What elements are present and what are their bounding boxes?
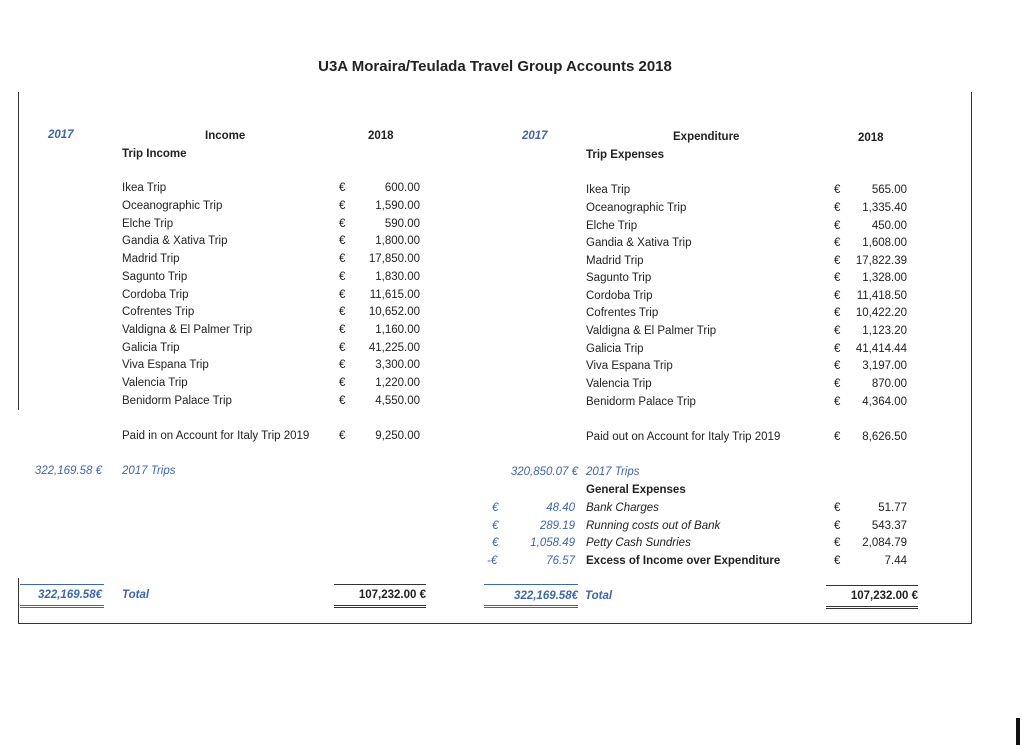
expenditure-trip-name: Viva Espana Trip [586, 360, 673, 372]
expenditure-prev-trips-amount: 320,850.07 € [510, 466, 578, 478]
income-trip-name: Viva Espana Trip [122, 359, 209, 371]
income-trip-name: Ikea Trip [122, 182, 167, 194]
income-account-label: Paid in on Account for Italy Trip 2019 [122, 430, 310, 442]
excess-currency: € [834, 555, 841, 567]
expenditure-account-currency: € [834, 431, 841, 443]
expenditure-total-rule [826, 585, 918, 586]
income-trip-name: Valdigna & El Palmer Trip [122, 324, 253, 336]
expenditure-trip-name: Valencia Trip [586, 378, 652, 390]
income-trip-name: Cofrentes Trip [122, 306, 195, 318]
income-total-underline [334, 605, 426, 606]
general-expense-name: Bank Charges [586, 502, 659, 514]
income-prev-year-header: 2017 [48, 129, 74, 141]
expenditure-prev-total-underline-2 [484, 607, 578, 608]
expenditure-currency: € [834, 307, 841, 319]
expenditure-amount: 565.00 [871, 184, 907, 196]
expenditure-account-label: Paid out on Account for Italy Trip 2019 [586, 431, 781, 443]
income-amount: 600.00 [384, 182, 420, 194]
income-cur-year-header: 2018 [368, 130, 394, 142]
income-amount: 1,220.00 [375, 377, 420, 389]
expenditure-amount: 1,608.00 [862, 237, 907, 249]
income-trip-name: Elche Trip [122, 218, 174, 230]
general-prev-amount: 289.19 [539, 520, 575, 532]
general-prev-currency: € [492, 537, 499, 549]
excess-label: Excess of Income over Expenditure [586, 555, 781, 567]
expenditure-total-label: Total [585, 590, 613, 602]
general-amount: 2,084.79 [862, 537, 907, 549]
left-border-bottom [18, 578, 19, 624]
income-prev-trips-amount: 322,169.58 € [34, 465, 102, 477]
general-expense-name: Running costs out of Bank [586, 520, 721, 532]
income-header: Income [205, 130, 246, 142]
expenditure-prev-total: 322,169.58€ [514, 590, 578, 602]
income-account-currency: € [339, 430, 346, 442]
expenditure-trip-name: Valdigna & El Palmer Trip [586, 325, 717, 337]
income-amount: 1,830.00 [375, 271, 420, 283]
income-trip-name: Madrid Trip [122, 253, 180, 265]
expenditure-currency: € [834, 237, 841, 249]
income-amount: 10,652.00 [368, 306, 420, 318]
general-prev-currency: € [492, 502, 499, 514]
general-prev-amount: 1,058.49 [530, 537, 575, 549]
expenditure-currency: € [834, 220, 841, 232]
income-amount: 17,850.00 [368, 253, 420, 265]
income-currency: € [339, 200, 346, 212]
expenditure-currency: € [834, 202, 841, 214]
income-total: 107,232.00 € [358, 589, 426, 601]
income-currency: € [339, 271, 346, 283]
expenditure-account-amount: 8,626.50 [862, 431, 907, 443]
expenditure-prev-trips-label: 2017 Trips [586, 466, 640, 478]
expenditure-trip-name: Oceanographic Trip [586, 202, 687, 214]
expenditure-currency: € [834, 360, 841, 372]
expenditure-currency: € [834, 184, 841, 196]
expenditure-total: 107,232.00 € [850, 590, 918, 602]
income-amount: 4,550.00 [375, 395, 420, 407]
expenditure-amount: 3,197.00 [862, 360, 907, 372]
general-currency: € [834, 537, 841, 549]
expenditure-amount: 1,328.00 [862, 272, 907, 284]
income-total-rule [334, 584, 426, 585]
expenditure-amount: 41,414.44 [855, 343, 907, 355]
expenditure-currency: € [834, 343, 841, 355]
expenditure-amount: 1,335.40 [862, 202, 907, 214]
income-prev-total: 322,169.58€ [38, 589, 102, 601]
expenditure-amount: 4,364.00 [862, 396, 907, 408]
expenditure-amount: 870.00 [871, 378, 907, 390]
income-prev-trips-label: 2017 Trips [122, 465, 176, 477]
trip-income-heading: Trip Income [122, 148, 187, 160]
expenditure-trip-name: Cofrentes Trip [586, 307, 659, 319]
income-trip-name: Cordoba Trip [122, 289, 189, 301]
expenditure-currency: € [834, 255, 841, 267]
excess-prev-amount: 76.57 [546, 555, 575, 567]
left-border [18, 92, 19, 410]
expenditure-prev-total-rule [484, 584, 578, 585]
income-amount: 11,615.00 [369, 289, 420, 301]
income-amount: 1,800.00 [375, 235, 420, 247]
general-expenses-heading: General Expenses [586, 484, 686, 496]
income-currency: € [339, 253, 346, 265]
expenditure-trip-name: Galicia Trip [586, 343, 644, 355]
income-currency: € [339, 359, 346, 371]
income-total-label: Total [122, 589, 150, 601]
income-amount: 1,160.00 [375, 324, 420, 336]
general-expense-name: Petty Cash Sundries [586, 537, 691, 549]
expenditure-amount: 11,418.50 [856, 290, 907, 302]
expenditure-trip-name: Benidorm Palace Trip [586, 396, 696, 408]
income-trip-name: Oceanographic Trip [122, 200, 223, 212]
income-currency: € [339, 377, 346, 389]
expenditure-prev-year-header: 2017 [522, 130, 548, 142]
excess-prev-currency: -€ [487, 555, 498, 567]
expenditure-trip-name: Sagunto Trip [586, 272, 652, 284]
general-currency: € [834, 520, 841, 532]
expenditure-total-underline-2 [826, 608, 918, 609]
expenditure-amount: 10,422.20 [855, 307, 907, 319]
expenditure-amount: 17,822.39 [855, 255, 907, 267]
income-trip-name: Gandia & Xativa Trip [122, 235, 228, 247]
income-trip-name: Benidorm Palace Trip [122, 395, 232, 407]
page-title: U3A Moraira/Teulada Travel Group Accounts 2018 [318, 58, 672, 75]
expenditure-header: Expenditure [673, 131, 740, 143]
expenditure-cur-year-header: 2018 [858, 132, 884, 144]
income-trip-name: Valencia Trip [122, 377, 188, 389]
expenditure-currency: € [834, 272, 841, 284]
general-prev-amount: 48.40 [546, 502, 575, 514]
expenditure-amount: 1,123.20 [862, 325, 907, 337]
expenditure-trip-name: Gandia & Xativa Trip [586, 237, 692, 249]
income-currency: € [339, 289, 346, 301]
income-total-underline-2 [334, 607, 426, 608]
income-amount: 1,590.00 [375, 200, 420, 212]
income-prev-total-underline-2 [20, 607, 104, 608]
income-account-amount: 9,250.00 [375, 430, 420, 442]
expenditure-trip-name: Ikea Trip [586, 184, 631, 196]
income-amount: 3,300.00 [375, 359, 420, 371]
expenditure-currency: € [834, 378, 841, 390]
expenditure-amount: 450.00 [871, 220, 907, 232]
general-currency: € [834, 502, 841, 514]
expenditure-total-underline [826, 606, 918, 607]
trip-expenses-heading: Trip Expenses [586, 149, 664, 161]
income-currency: € [339, 395, 346, 407]
expenditure-trip-name: Cordoba Trip [586, 290, 653, 302]
income-trip-name: Galicia Trip [122, 342, 180, 354]
expenditure-currency: € [834, 290, 841, 302]
income-currency: € [339, 235, 346, 247]
expenditure-trip-name: Elche Trip [586, 220, 638, 232]
excess-amount: 7.44 [884, 555, 907, 567]
expenditure-trip-name: Madrid Trip [586, 255, 644, 267]
income-currency: € [339, 218, 346, 230]
expenditure-prev-total-underline [484, 605, 578, 606]
general-amount: 51.77 [878, 502, 907, 514]
income-currency: € [339, 342, 346, 354]
income-currency: € [339, 324, 346, 336]
income-prev-total-underline [20, 605, 104, 606]
general-prev-currency: € [492, 520, 499, 532]
right-border [971, 92, 972, 624]
expenditure-currency: € [834, 325, 841, 337]
income-amount: 590.00 [384, 218, 420, 230]
income-amount: 41,225.00 [368, 342, 420, 354]
income-currency: € [339, 182, 346, 194]
general-amount: 543.37 [871, 520, 907, 532]
income-currency: € [339, 306, 346, 318]
scan-edge-mark [1016, 718, 1020, 745]
bottom-border [18, 623, 972, 624]
expenditure-currency: € [834, 396, 841, 408]
income-prev-total-rule [20, 584, 104, 585]
income-trip-name: Sagunto Trip [122, 271, 188, 283]
